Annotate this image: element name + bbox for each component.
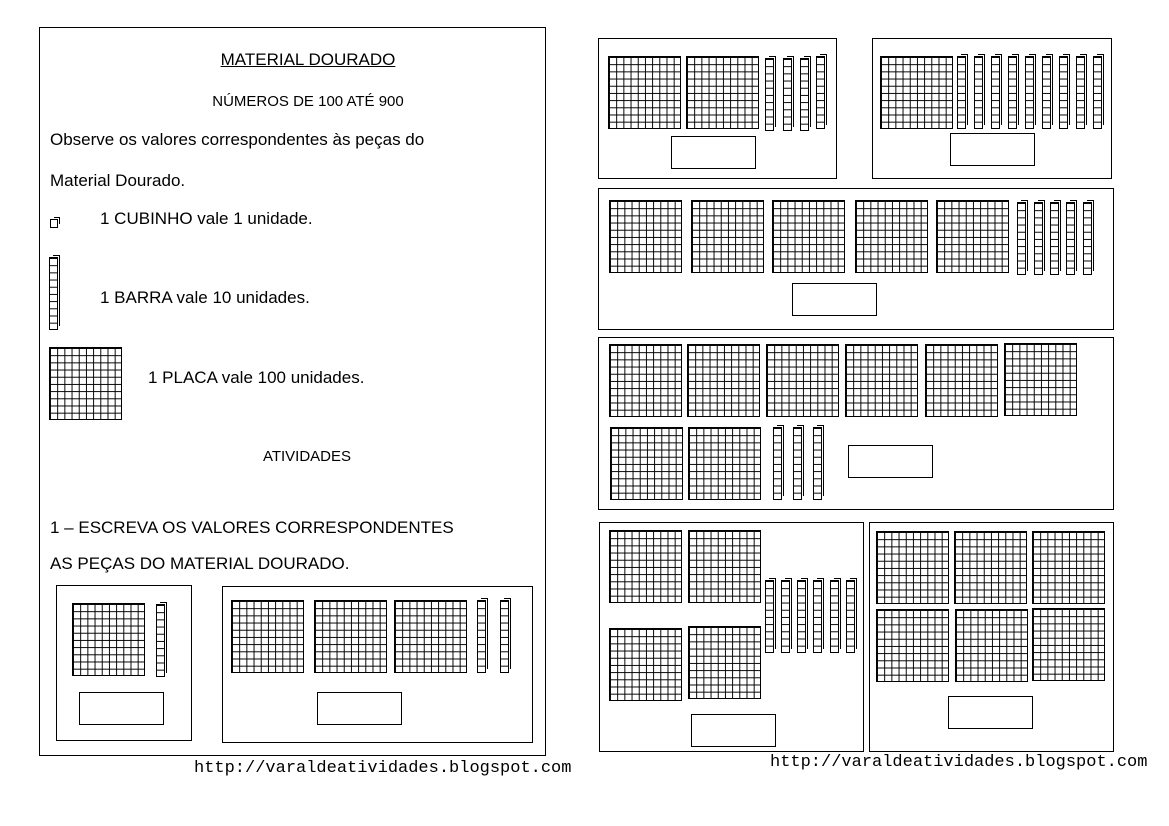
page-subtitle: NÚMEROS DE 100 ATÉ 900 (212, 93, 404, 110)
bar-label: 1 BARRA vale 10 unidades. (100, 288, 310, 307)
plate-icon (688, 427, 761, 500)
bar-icon (816, 56, 825, 129)
cube-label: 1 CUBINHO vale 1 unidade. (100, 209, 313, 228)
bar-icon (765, 58, 774, 131)
bar-icon (1076, 56, 1085, 129)
plate-label: 1 PLACA vale 100 unidades. (148, 368, 365, 387)
intro-text-line2: Material Dourado. (50, 171, 186, 190)
bar-icon (793, 427, 802, 500)
bar-icon (765, 580, 774, 653)
plate-icon (855, 200, 928, 273)
plate-icon (772, 200, 845, 273)
plate-icon (72, 603, 145, 676)
answer-field[interactable] (950, 133, 1035, 166)
plate-icon (876, 609, 949, 682)
plate-icon (925, 344, 998, 417)
bar-icon (800, 58, 809, 131)
plate-icon (609, 530, 682, 603)
bar-icon (500, 600, 509, 673)
plate-icon (766, 344, 839, 417)
plate-icon (1032, 608, 1105, 681)
plate-icon (688, 530, 761, 603)
plate-icon (880, 56, 953, 129)
bar-icon (830, 580, 839, 653)
plate-icon (394, 600, 467, 673)
bar-icon (846, 580, 855, 653)
plate-icon (845, 344, 918, 417)
bar-icon (813, 580, 822, 653)
plate-icon (687, 344, 760, 417)
plate-icon (231, 600, 304, 673)
plate-icon (1032, 531, 1105, 604)
plate-icon (955, 609, 1028, 682)
plate-icon (49, 347, 122, 420)
answer-field[interactable] (792, 283, 877, 316)
bar-icon (1017, 202, 1026, 275)
plate-icon (936, 200, 1009, 273)
bar-icon (991, 56, 1000, 129)
bar-icon (1008, 56, 1017, 129)
bar-icon (783, 58, 792, 131)
answer-field[interactable] (671, 136, 756, 169)
answer-field[interactable] (317, 692, 402, 725)
bar-icon (1025, 56, 1034, 129)
plate-icon (609, 628, 682, 701)
instruction-line1: 1 – ESCREVA OS VALORES CORRESPONDENTES (50, 518, 454, 537)
bar-icon (1050, 202, 1059, 275)
bar-icon (1059, 56, 1068, 129)
plate-icon (609, 344, 682, 417)
instruction-line2: AS PEÇAS DO MATERIAL DOURADO. (50, 554, 350, 573)
plate-icon (688, 626, 761, 699)
bar-icon (781, 580, 790, 653)
plate-icon (686, 56, 759, 129)
plate-icon (610, 427, 683, 500)
bar-icon (813, 427, 822, 500)
plate-icon (954, 531, 1027, 604)
answer-field[interactable] (948, 696, 1033, 729)
answer-field[interactable] (848, 445, 933, 478)
bar-icon (974, 56, 983, 129)
bar-icon (957, 56, 966, 129)
bar-icon (477, 600, 486, 673)
plate-icon (1004, 343, 1077, 416)
answer-field[interactable] (79, 692, 164, 725)
bar-icon (773, 427, 782, 500)
footer-url-left[interactable]: http://varaldeatividades.blogspot.com (194, 759, 572, 778)
plate-icon (691, 200, 764, 273)
intro-text-line1: Observe os valores correspondentes às peças do (50, 130, 425, 149)
plate-icon (609, 200, 682, 273)
bar-icon (1093, 56, 1102, 129)
page-title: MATERIAL DOURADO (220, 50, 396, 69)
bar-icon (49, 257, 58, 330)
activities-heading: ATIVIDADES (262, 448, 352, 465)
bar-icon (1066, 202, 1075, 275)
footer-url-right[interactable]: http://varaldeatividades.blogspot.com (770, 753, 1148, 772)
plate-icon (314, 600, 387, 673)
answer-field[interactable] (691, 714, 776, 747)
plate-icon (608, 56, 681, 129)
bar-icon (797, 580, 806, 653)
bar-icon (1083, 202, 1092, 275)
plate-icon (876, 531, 949, 604)
bar-icon (156, 604, 165, 677)
bar-icon (1042, 56, 1051, 129)
cube-icon (50, 219, 58, 228)
bar-icon (1034, 202, 1043, 275)
